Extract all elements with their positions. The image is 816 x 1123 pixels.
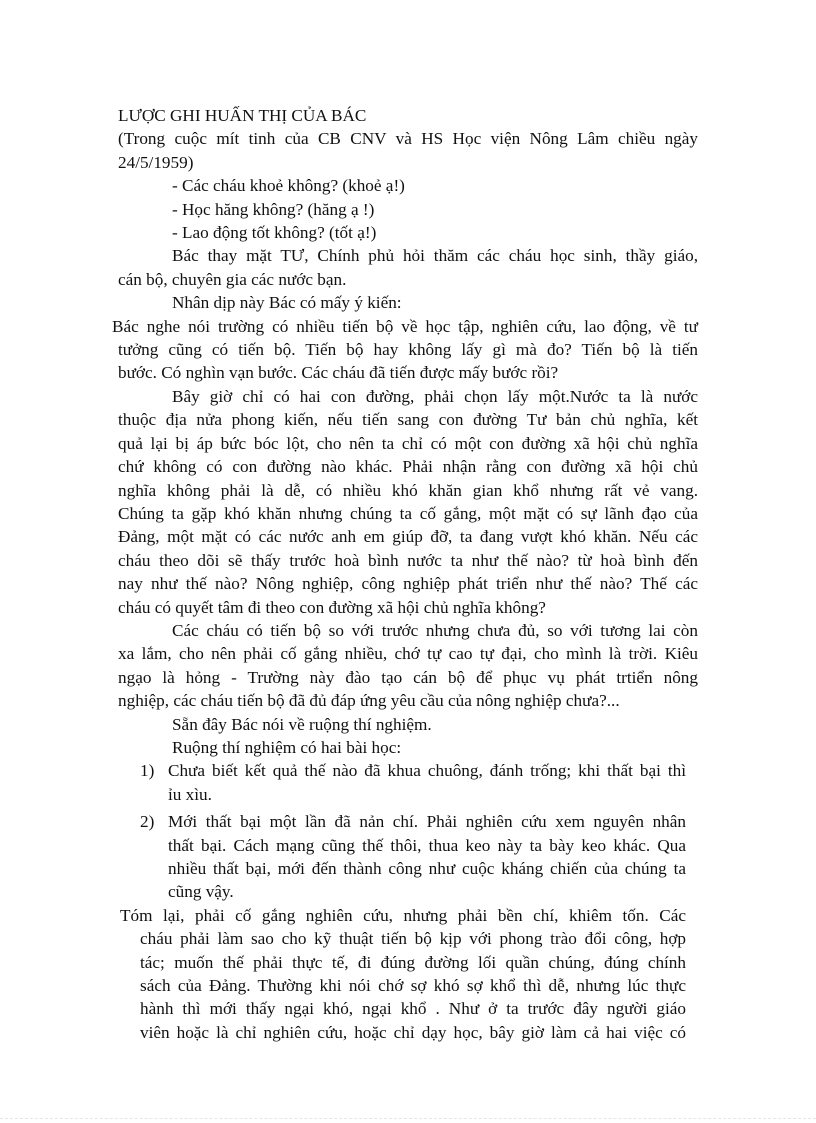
list-item-line: Chưa biết kết quả thế nào đã khua chuông, đánh trống; khi thất bại thì	[168, 761, 686, 781]
paragraph-line: Đảng, một mặt có các nước anh em giúp đỡ, ta đang vượt khó khăn. Nếu các	[118, 527, 698, 547]
paragraph-line: Ruộng thí nghiệm có hai bài học:	[172, 737, 402, 757]
greeting-line: - Lao động tốt không? (tốt ạ!)	[172, 223, 377, 243]
paragraph-line: sách của Đảng. Thường khi nói chớ sợ khó sợ khổ thì dễ, nhưng lúc thực	[140, 976, 686, 996]
page-bottom-divider	[0, 1118, 816, 1119]
paragraph-line: nghĩa không phải là dễ, có nhiều khó khăn gian khổ nhưng rất vẻ vang.	[118, 480, 698, 500]
paragraph-line: cháu theo dõi sẽ thấy trước hoà bình nước ta như thế nào? từ hoà bình đến	[118, 550, 698, 570]
paragraph-line: Chúng ta gặp khó khăn nhưng chúng ta cố gắng, một mặt có sự lãnh đạo của	[118, 503, 698, 523]
list-item-line: ỉu xìu.	[168, 784, 212, 804]
paragraph-line: Bác nghe nói trường có nhiều tiến bộ về học tập, nghiên cứu, lao động, về tư	[112, 316, 698, 336]
list-item-line: thất bại. Cách mạng cũng thế thôi, thua keo này ta bày keo khác. Qua	[168, 835, 686, 855]
paragraph-line: ngạo là hỏng - Trường này đào tạo cán bộ để phục vụ phát trtiển nông	[118, 667, 698, 687]
paragraph-line: Bác thay mặt TƯ, Chính phủ hỏi thăm các cháu học sinh, thầy giáo,	[172, 246, 698, 266]
paragraph-line: bước. Có nghìn vạn bước. Các cháu đã tiến được mấy bước rồi?	[118, 363, 559, 383]
paragraph-line: Sẵn đây Bác nói về ruộng thí nghiệm.	[172, 714, 432, 734]
paragraph-line: xa lắm, cho nên phải cố gắng nhiều, chớ tự cao tự đại, cho mình là trời. Kiêu	[118, 644, 698, 664]
subtitle-line: (Trong cuộc mít tinh của CB CNV và HS Học viện Nông Lâm chiều ngày	[118, 129, 698, 149]
greeting-line: - Các cháu khoẻ không? (khoẻ ạ!)	[172, 176, 405, 196]
paragraph-line: nghiệp, các cháu tiến bộ đã đủ đáp ứng yêu cầu của nông nghiệp chưa?...	[118, 691, 620, 711]
paragraph-line: viên hoặc là chỉ nghiên cứu, hoặc chỉ dạy học, bây giờ làm cả hai việc có	[140, 1022, 686, 1042]
paragraph-line: Bây giờ chỉ có hai con đường, phải chọn lấy một.Nước ta là nước	[172, 386, 698, 406]
document-title: LƯỢC GHI HUẤN THỊ CỦA BÁC	[118, 106, 367, 125]
paragraph-line: tưởng cũng có tiến bộ. Tiến bộ hay không lấy gì mà đo? Tiến bộ là tiến	[118, 340, 698, 360]
document-body	[112, 104, 698, 1044]
paragraph-line: tác; muốn thế phải thực tế, đi đúng đường lối quần chúng, đúng chính	[140, 952, 686, 972]
paragraph-line: Các cháu có tiến bộ so với trước nhưng chưa đủ, so với tương lai còn	[172, 620, 698, 640]
paragraph-line: nay như thế nào? Nông nghiệp, công nghiệp phát triển như thế nào? Thế các	[118, 574, 698, 594]
paragraph-line: chứ không có con đường nào khác. Phải nhận rằng con đường xã hội chủ	[118, 457, 698, 477]
list-item	[118, 759, 698, 806]
paragraph-line: cán bộ, chuyên gia các nước bạn.	[118, 269, 347, 289]
paragraph-line: Nhân dịp này Bác có mấy ý kiến:	[172, 293, 402, 313]
list-number: 2)	[140, 812, 155, 832]
paragraph-line: cháu phải làm sao cho kỹ thuật tiến bộ kịp với phong trào đổi công, hợp	[140, 929, 686, 949]
list-number: 1)	[140, 761, 155, 781]
paragraph-line: thuộc địa nửa phong kiến, nếu tiến sang con đường Tư bản chủ nghĩa, kết	[118, 410, 698, 430]
greeting-line: - Học hăng không? (hăng ạ !)	[172, 199, 375, 219]
list-item-line: nhiều thất bại, mới đến thành công như cuộc kháng chiến của chúng ta	[168, 859, 686, 878]
list-item-line: cũng vậy.	[168, 882, 234, 902]
paragraph-line: quả lại bị áp bức bóc lột, cho nên ta chỉ có một con đường xã hội chủ nghĩa	[118, 433, 698, 453]
list-item-line: Mới thất bại một lần đã nản chí. Phải nghiên cứu xem nguyên nhân	[168, 812, 686, 832]
subtitle-line: 24/5/1959)	[118, 152, 194, 172]
list-item	[118, 810, 698, 904]
paragraph-line: cháu có quyết tâm đi theo con đường xã hội chủ nghĩa không?	[118, 597, 546, 617]
paragraph-line: Tóm lại, phải cố gắng nghiên cứu, nhưng phải bền chí, khiêm tốn. Các	[120, 905, 686, 925]
paragraph-line: hành thì mới thấy ngại khó, ngại khổ . Như ở ta trước đây người giáo	[140, 999, 686, 1019]
